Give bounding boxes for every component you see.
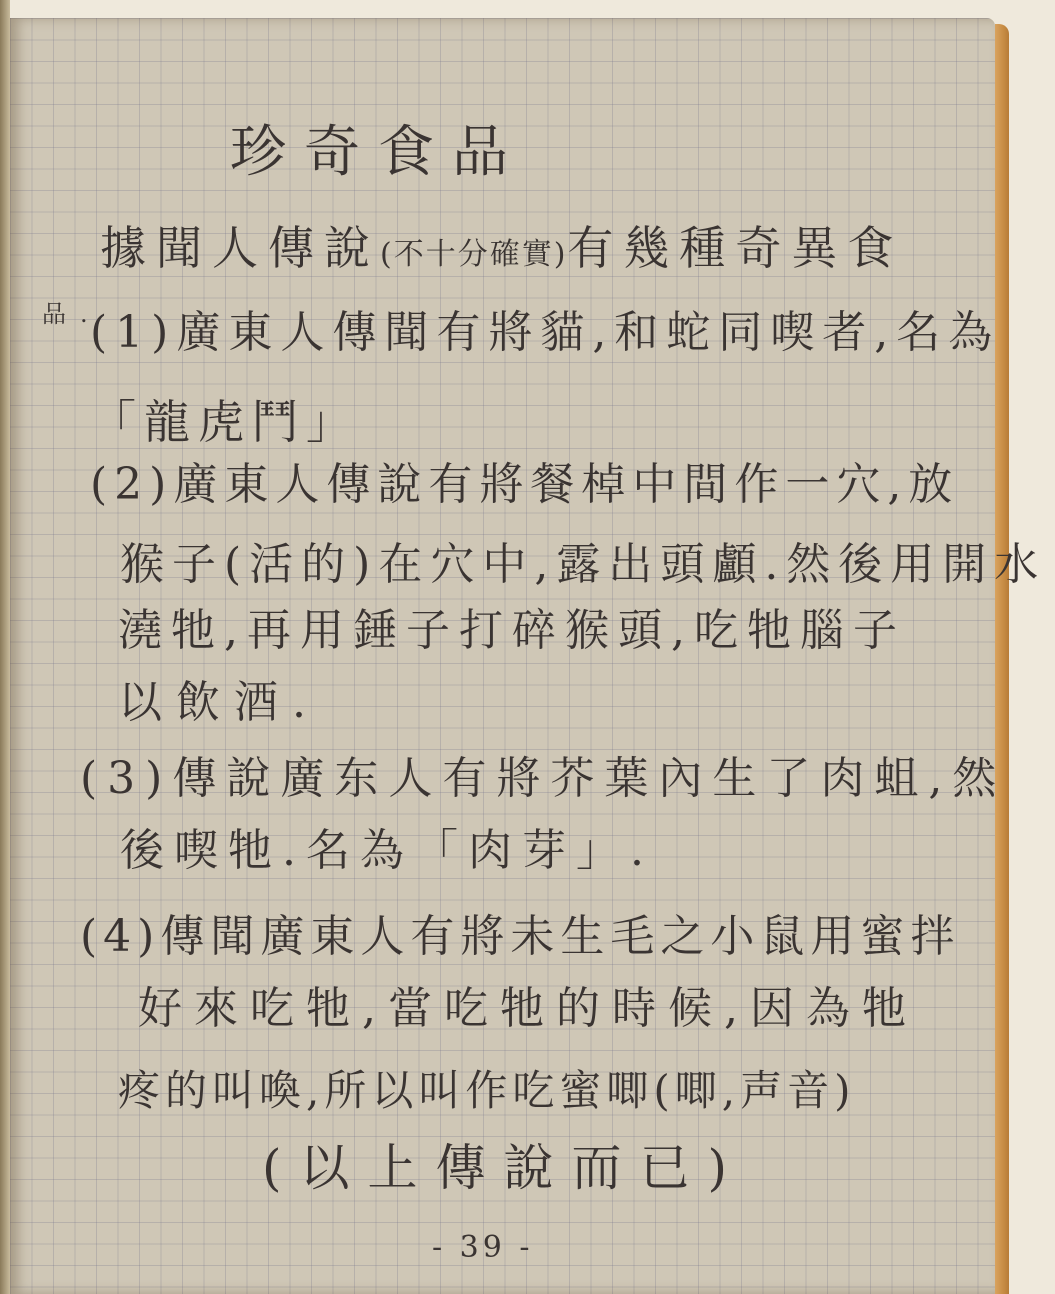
margin-note: 品. — [42, 300, 102, 328]
intro-text-a: 據聞人傳說 — [100, 221, 380, 275]
item-1-line-2: 「龍虎鬥」 — [90, 395, 360, 449]
item-2-line-3: 澆牠,再用錘子打碎猴頭,吃牠腦子 — [118, 605, 906, 656]
intro-line — [100, 212, 903, 278]
page-title: 珍奇食品 — [230, 120, 526, 185]
intro-parenthetical: (不十分確實) — [380, 237, 568, 272]
closing-note: (以上傳說而已) — [262, 1139, 746, 1197]
notebook-binding-edge — [0, 0, 10, 1294]
notebook-page-edges — [995, 24, 1009, 1294]
page-number: - 39 - — [432, 1230, 534, 1265]
item-3-line-2: 後喫牠.名為「肉芽」. — [120, 825, 654, 876]
item-4-line-3: 疼的叫喚,所以叫作吃蜜唧(唧,声音) — [118, 1066, 856, 1115]
item-4-line-1: (4)傳聞廣東人有將未生毛之小鼠用蜜拌 — [80, 911, 961, 962]
item-2-line-1: (2)廣東人傳說有將餐棹中間作一穴,放 — [90, 459, 960, 510]
item-1-line-1: (1)廣東人傳聞有將貓,和蛇同喫者,名為 — [90, 307, 1001, 358]
intro-text-b: 有幾種奇異食 — [567, 221, 904, 275]
item-4-line-2: 好來吃牠,當吃牠的時候,因為牠 — [138, 983, 918, 1034]
item-2-line-2: 猴子(活的)在穴中,露出頭顱.然後用開水 — [120, 539, 1047, 590]
item-3-line-1: (3)傳說廣东人有將芥葉內生了肉蛆,然 — [80, 753, 1007, 804]
item-2-line-4: 以飲酒. — [118, 677, 320, 728]
